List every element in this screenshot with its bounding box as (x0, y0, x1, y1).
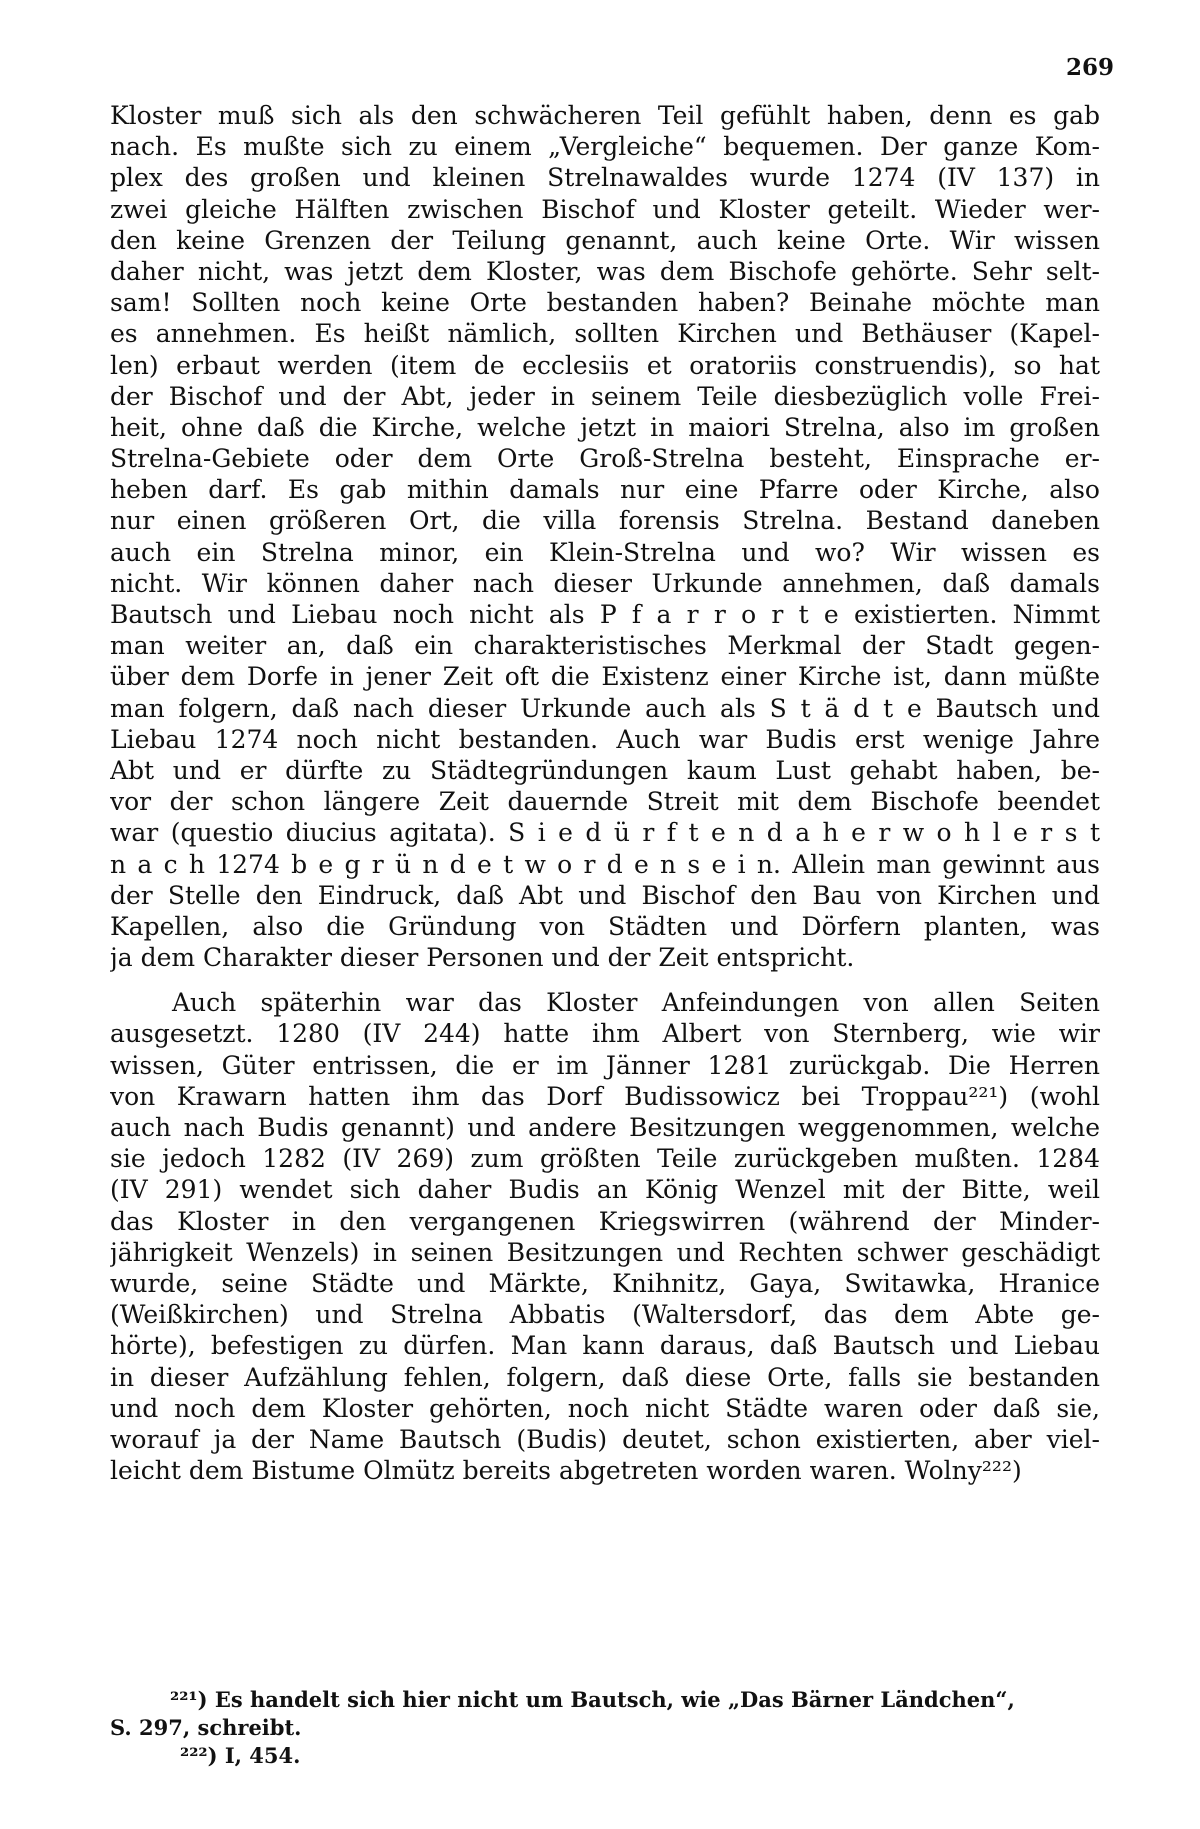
text-line: daher nicht, was jetzt dem Kloster, was dem Bischofe gehörte. Sehr selt- (110, 256, 1100, 286)
footnotes (110, 1686, 1100, 1770)
text-line: das Kloster in den vergangenen Kriegswirren (während der Minder- (110, 1206, 1100, 1236)
paragraph-2 (110, 987, 1100, 1486)
text-line: Strelna-Gebiete oder dem Orte Groß-Strelna besteht, Einsprache er- (110, 444, 1100, 474)
text-line: man folgern, daß nach dieser Urkunde auch als S t ä d t e Bautsch und (110, 693, 1100, 723)
text-line: Kapellen, also die Gründung von Städten und Dörfern planten, was (110, 911, 1100, 941)
text-line: war (questio diucius agitata). S i e d ü r f t e n d a h e r w o h l e r s t (110, 818, 1100, 848)
footnote-221-continued: S. 297, schreibt. (110, 1715, 302, 1740)
text-line: Kloster muß sich als den schwächeren Teil gefühlt haben, denn es gab (110, 101, 1100, 130)
text-line: hörte), befestigen zu dürfen. Man kann daraus, daß Bautsch und Liebau (110, 1331, 1100, 1361)
text-line: zwei gleiche Hälften zwischen Bischof und Kloster geteilt. Wieder wer- (110, 194, 1100, 224)
text-line: plex des großen und kleinen Strelnawaldes wurde 1274 (IV 137) in (110, 163, 1100, 193)
text-line: es annehmen. Es heißt nämlich, sollten Kirchen und Bethäuser (Kapel- (110, 319, 1100, 349)
text-line: vor der schon längere Zeit dauernde Streit mit dem Bischofe beendet (110, 787, 1100, 817)
body-text (110, 100, 1100, 1486)
text-line: der Bischof und der Abt, jeder in seinem Teile diesbezüglich volle Frei- (110, 381, 1100, 411)
text-line: sam! Sollten noch keine Orte bestanden haben? Beinahe möchte man (110, 288, 1100, 318)
text-line: ja dem Charakter dieser Personen und der Zeit entspricht. (110, 943, 855, 973)
text-line: (IV 291) wendet sich daher Budis an König Wenzel mit der Bitte, weil (110, 1175, 1100, 1205)
text-line: Liebau 1274 noch nicht bestanden. Auch war Budis erst wenige Jahre (110, 724, 1100, 754)
text-line: auch ein Strelna minor, ein Klein-Strelna und wo? Wir wissen es (110, 537, 1100, 567)
page-number: 269 (1065, 54, 1114, 81)
text-line: worauf ja der Name Bautsch (Budis) deutet, schon existierten, aber viel- (110, 1424, 1100, 1454)
footnote-221: ²²¹) Es handelt sich hier nicht um Bautsch, wie „Das Bärner Ländchen“, (170, 1687, 1015, 1712)
text-line: von Krawarn hatten ihm das Dorf Budissowicz bei Troppau²²¹) (wohl (110, 1081, 1100, 1111)
text-line: len) erbaut werden (item de ecclesiis et oratoriis construendis), so hat (110, 350, 1100, 380)
text-line: den keine Grenzen der Teilung genannt, auch keine Orte. Wir wissen (110, 225, 1100, 255)
paragraph-1 (110, 100, 1100, 973)
text-line: heben darf. Es gab mithin damals nur eine Pfarre oder Kirche, also (110, 475, 1100, 505)
text-line: heit, ohne daß die Kirche, welche jetzt in maiori Strelna, also im großen (110, 412, 1100, 442)
footnote-222: ²²²) I, 454. (180, 1743, 301, 1768)
text-line: nach. Es mußte sich zu einem „Vergleiche“ bequemen. Der ganze Kom- (110, 132, 1100, 162)
text-line: über dem Dorfe in jener Zeit oft die Existenz einer Kirche ist, dann müßte (110, 662, 1100, 692)
text-line: leicht dem Bistume Olmütz bereits abgetreten worden waren. Wolny²²²) (110, 1456, 1022, 1486)
text-line: wurde, seine Städte und Märkte, Knihnitz, Gaya, Switawka, Hranice (110, 1268, 1100, 1298)
text-line: jährigkeit Wenzels) in seinen Besitzungen und Rechten schwer geschädigt (110, 1237, 1100, 1267)
text-line: auch nach Budis genannt) und andere Besitzungen weggenommen, welche (110, 1113, 1100, 1142)
text-line: n a c h 1274 b e g r ü n d e t w o r d e n s e i n. Allein man gewinnt aus (110, 849, 1100, 879)
text-line: Auch späterhin war das Kloster Anfeindungen von allen Seiten (172, 988, 1100, 1018)
text-line: und noch dem Kloster gehörten, noch nicht Städte waren oder daß sie, (110, 1393, 1100, 1423)
text-line: sie jedoch 1282 (IV 269) zum größten Teile zurückgeben mußten. 1284 (110, 1144, 1100, 1174)
text-line: nicht. Wir können daher nach dieser Urkunde annehmen, daß damals (110, 568, 1100, 598)
text-line: ausgesetzt. 1280 (IV 244) hatte ihm Albert von Sternberg, wie wir (110, 1019, 1100, 1049)
text-line: nur einen größeren Ort, die villa forensis Strelna. Bestand daneben (110, 506, 1100, 536)
text-line: man weiter an, daß ein charakteristisches Merkmal der Stadt gegen- (110, 631, 1100, 661)
text-line: (Weißkirchen) und Strelna Abbatis (Waltersdorf, das dem Abte ge- (110, 1300, 1100, 1330)
text-line: Bautsch und Liebau noch nicht als P f a r r o r t e existierten. Nimmt (110, 600, 1100, 629)
text-line: in dieser Aufzählung fehlen, folgern, daß diese Orte, falls sie bestanden (110, 1362, 1100, 1392)
text-line: Abt und er dürfte zu Städtegründungen kaum Lust gehabt haben, be- (110, 755, 1100, 785)
text-line: der Stelle den Eindruck, daß Abt und Bischof den Bau von Kirchen und (110, 880, 1100, 910)
paragraph-gap (110, 973, 1100, 987)
text-line: wissen, Güter entrissen, die er im Jänner 1281 zurückgab. Die Herren (110, 1050, 1100, 1080)
